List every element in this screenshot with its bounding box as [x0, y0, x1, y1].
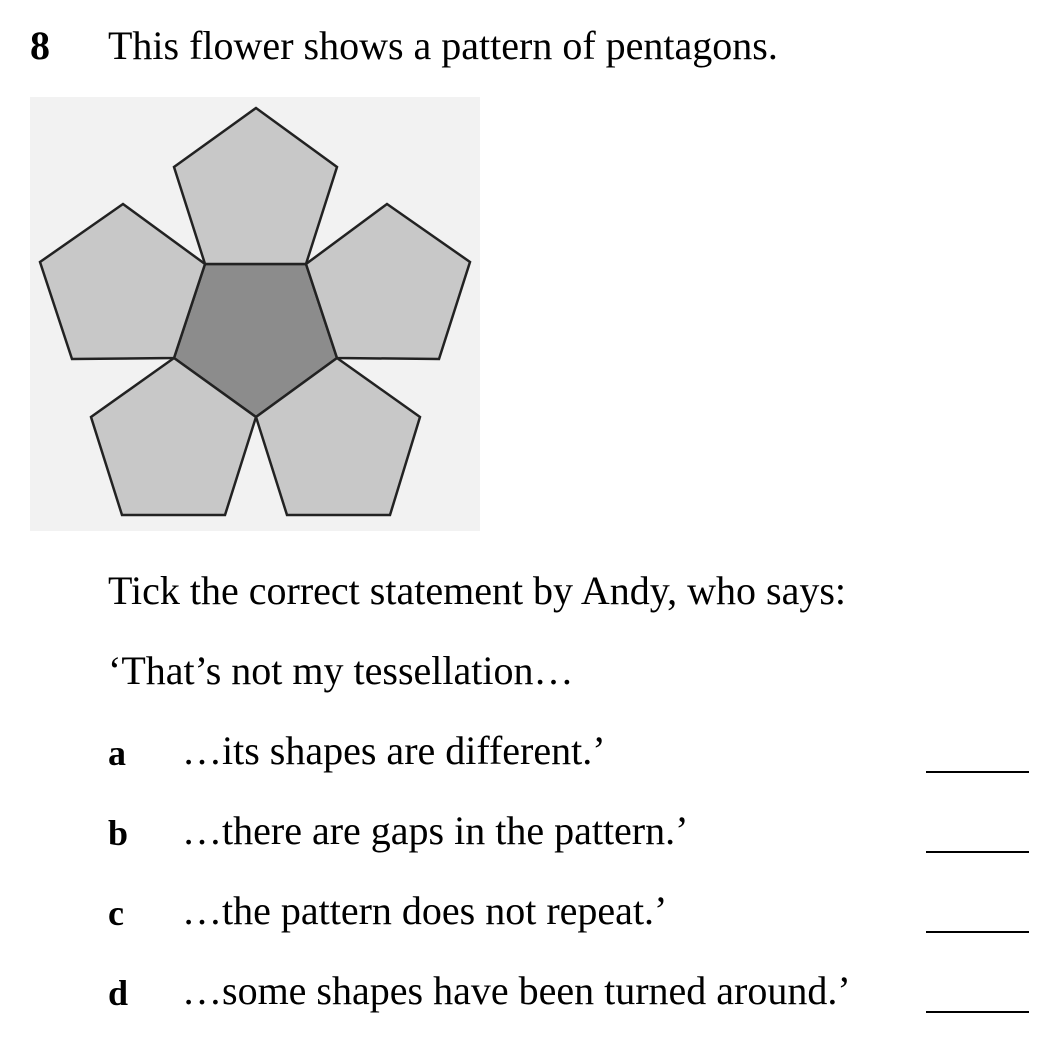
option-letter: c	[108, 893, 124, 933]
petal-top	[174, 108, 337, 264]
option-letter: a	[108, 733, 126, 773]
option-text: …some shapes have been turned around.’	[182, 968, 851, 1013]
question-number: 8	[30, 23, 50, 68]
option-text: …the pattern does not repeat.’	[182, 888, 668, 933]
quote-intro: ‘That’s not my tessellation…	[108, 648, 574, 693]
answer-line[interactable]	[926, 771, 1029, 773]
option-text: …there are gaps in the pattern.’	[182, 808, 689, 853]
answer-line[interactable]	[926, 931, 1029, 933]
option-letter: b	[108, 813, 129, 853]
option-text: …its shapes are different.’	[182, 728, 606, 773]
petal-upper-right	[306, 204, 470, 359]
instruction-text: Tick the correct statement by Andy, who says:	[108, 568, 847, 613]
petal-upper-left	[40, 204, 205, 359]
answer-line[interactable]	[926, 1011, 1029, 1013]
pentagon-flower-figure	[30, 97, 480, 531]
pentagon-flower-icon	[30, 97, 480, 531]
answer-line[interactable]	[926, 851, 1029, 853]
question-text: This flower shows a pattern of pentagons.	[108, 23, 778, 68]
option-letter: d	[108, 973, 129, 1013]
